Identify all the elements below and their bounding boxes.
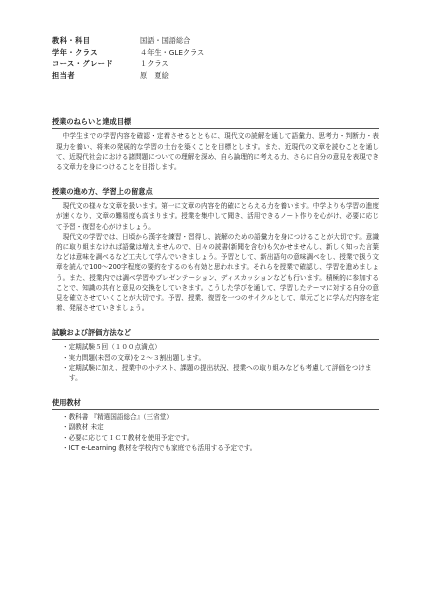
paragraph: 現代文の様々な文章を扱います。第一に文章の内容を的確にとらえる力を養います。中学よりも学習の進度が速くなり、文章の難易度も高まります。授業を集中して聞き、活用できるノート作りを心がけ、必要に応じて予習・復習を心がけましょう。 — [56, 202, 379, 231]
evaluation-list — [52, 342, 379, 383]
info-label-teacher: 担当者 — [52, 70, 76, 80]
list-item: ・ 定期試験５回（１００点満点） — [62, 342, 379, 352]
list-item: ・ 必要に応じてＩＣＴ教材を使用予定です。 — [62, 433, 379, 443]
info-value-teacher: 原 夏絵 — [140, 70, 169, 80]
section-materials — [52, 398, 379, 453]
list-item: ・ ICT e-Learning 教材を学校内でも家庭でも活用する予定です。 — [62, 443, 379, 453]
list-item: ・ 教科書 『精選国語総合』（三省堂） — [62, 412, 379, 422]
list-item: ・ 副教材 未定 — [62, 422, 379, 432]
paragraph: 現代文の学習では、日頃から漢字を練習・習得し、読解のための語彙力を身につけることが大切です。意識的に取り組まなければ語彙は増えませんので、日々の読書(新聞を含む)も欠かせませんし、新しく知った言葉などは意味を調べるなど工夫して学んでいきましょう。予習として、新出語句の意味調べをし、授業で扱う文章を読んで100～200字程度の要約をするのも有効と思われます。それらを授業で確認し、学習を進めましょう。また、授業内では調べ学習やプレゼンテーション、ディスカッションなども行います。積極的に参加することで、知識の共有と意見の交換をしていきます。こうした学びを通して、学習したテーマに対する自分の意見を確立させていくことが大切です。予習、授業、復習を一つのサイクルとして、単元ごとに学んだ内容を定着、発展させていきましょう。 — [56, 232, 379, 313]
info-value-subject: 国語・国語総合 — [140, 36, 191, 45]
course-info — [52, 36, 379, 81]
info-label-course: コース・グレード — [52, 59, 114, 69]
list-item: ・ 定期試験に加え、授業中の小テスト、課題の提出状況、授業への取り組みなども考慮して評価をつけます。 — [62, 363, 379, 383]
section-aims — [52, 117, 379, 172]
section-heading: 授業のねらいと達成目標 — [52, 117, 379, 129]
section-heading: 使用教材 — [52, 398, 379, 410]
materials-list — [52, 412, 379, 453]
section-heading: 試験および評価方法など — [52, 328, 379, 340]
info-value-grade-class: ４年生・GLEクラス — [140, 47, 205, 57]
info-label-subject: 教科・科目 — [52, 36, 91, 45]
section-heading: 授業の進め方、学習上の留意点 — [52, 187, 379, 199]
info-value-course: １クラス — [140, 59, 169, 69]
section-method — [52, 187, 379, 313]
list-item: ・ 実力問題(未習の文章)を２～３割出題します。 — [62, 353, 379, 363]
info-label-grade-class: 学年・クラス — [52, 47, 98, 57]
section-evaluation — [52, 328, 379, 383]
paragraph: 中学生までの学習内容を確認・定着させるとともに、現代文の読解を通して語彙力、思考力・判断力・表現力を養い、将来の発展的な学習の土台を築くことを目標とします。また、近現代の文章を読むことを通して、近現代社会における諸問題についての理解を深め、自ら論理的に考える力、さらに自分の意見を表現できる文章力を身につけることを目指します。 — [56, 132, 379, 171]
